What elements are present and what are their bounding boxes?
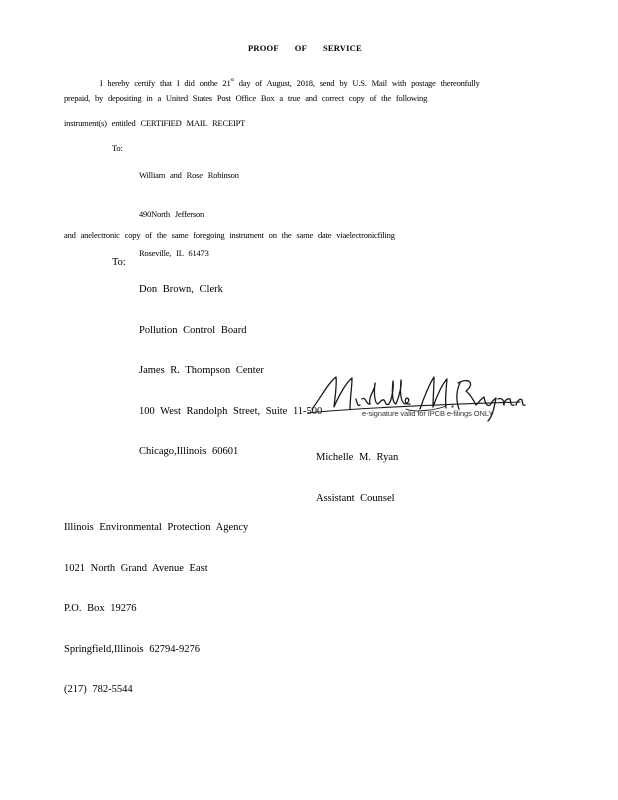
recipient-1-name: William and Rose Robinson [139,170,239,180]
to-label-1: To: [112,143,123,153]
recipient-1-address [139,143,239,273]
signature-image [306,369,528,425]
signature-caption: e-signature valid for IPCB e-filings ONLY [362,409,494,418]
agency-city: Springfield,Illinois 62794-9276 [64,643,200,655]
certify-line-3: instrument(s) entitled CERTIFIED MAIL RECEIPT [64,118,246,128]
recipient-2-street: 100 West Randolph Street, Suite 11-500 [139,405,323,417]
recipient-2-org: Pollution Control Board [139,324,247,336]
recipient-2-building: James R. Thompson Center [139,365,264,376]
signer-name: Michelle M. Ryan [316,452,399,463]
recipient-1-city: Roseville, IL 61473 [139,248,209,258]
recipient-2-name: Don Brown, Clerk [139,284,223,295]
recipient-2-city: Chicago,Illinois 60601 [139,446,239,457]
agency-phone: (217) 782-5544 [64,684,133,695]
certify-line-1-start: I hereby certify that I did onthe 21 [99,78,231,88]
page-title: PROOF OF SERVICE [248,43,362,53]
agency-address [64,494,248,710]
signer-title: Assistant Counsel [316,492,395,504]
certify-line-1-end: day of August, 2018, send by U.S. Mail with postage thereonfully [233,78,480,88]
to-label-2: To: [112,257,126,268]
agency-po-box: P.O. Box 19276 [64,603,137,614]
recipient-2-address [139,256,322,472]
ordinal-suffix: st [230,77,234,83]
certify-line-1 [90,68,532,88]
certify-line-2: prepaid, by depositing in a United States Post Office Box a true and correct copy of the following [64,93,428,103]
signer-block [316,424,398,519]
recipient-1-street: 490North Jefferson [139,209,205,219]
agency-name: Illinois Environmental Protection Agency [64,522,249,533]
agency-street: 1021 North Grand Avenue East [64,562,208,574]
electronic-filing-line: and anelectronic copy of the same foregoing instrument on the same date viaelectronicfiling [64,230,395,240]
